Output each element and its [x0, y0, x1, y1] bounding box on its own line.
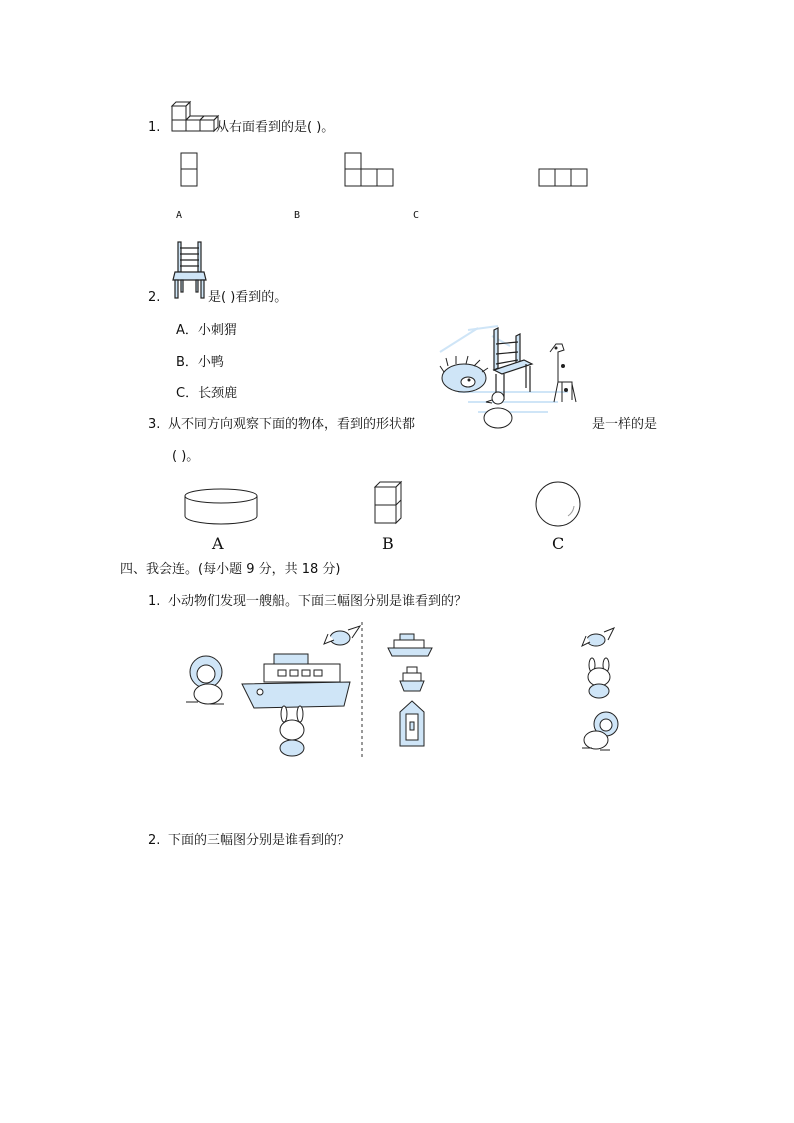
- bird-icon: [580, 626, 616, 652]
- q2-option-c: C．长颈鹿: [176, 386, 238, 401]
- cylinder-figure: [184, 488, 258, 528]
- q2-number: 2.: [148, 290, 161, 305]
- q1-number: 1.: [148, 120, 161, 135]
- q2-option-a: A．小刺猬: [176, 323, 237, 338]
- q2-question-text: 是( )看到的。: [208, 290, 288, 305]
- q1-option-b-label: B: [294, 210, 301, 221]
- q3-question-text-end: 是一样的是: [592, 417, 658, 432]
- q1-option-c-label: C: [413, 210, 420, 221]
- s4-q2-number: 2.: [148, 833, 161, 848]
- divider-line: [360, 622, 364, 757]
- q3-option-c-label: C: [552, 534, 565, 553]
- q1-question-text: 从右面看到的是( )。: [216, 120, 335, 135]
- s4-q2-text: 下面的三幅图分别是谁看到的？: [168, 833, 351, 848]
- q1-option-c-figure: [538, 168, 590, 188]
- s4-q1-text: 小动物们发现一艘船。下面三幅图分别是谁看到的？: [168, 594, 468, 609]
- cuboid-figure: [374, 481, 404, 525]
- lion-icon: [580, 710, 620, 752]
- q2-option-b: B．小鸭: [176, 355, 224, 370]
- ship-front-view: [398, 665, 428, 693]
- q3-number: 3.: [148, 417, 161, 432]
- q1-option-a-figure: [180, 152, 200, 188]
- chair-icon: [172, 240, 208, 300]
- cube-stack-figure: [168, 98, 216, 134]
- q3-answer-paren: ( )。: [172, 449, 200, 464]
- ship-side-view: [386, 630, 436, 660]
- q1-option-b-figure: [344, 152, 396, 188]
- q3-question-text: 从不同方向观察下面的物体，看到的形状都: [168, 417, 416, 432]
- s4-q1-number: 1.: [148, 594, 161, 609]
- section-4-heading: 四、我会连。(每小题 9 分，共 18 分): [120, 562, 341, 577]
- ship-top-view: [398, 700, 428, 750]
- rabbit-icon: [584, 657, 614, 699]
- animal-chair-scene: [438, 322, 588, 437]
- boat-scene: [178, 620, 368, 760]
- q3-option-b-label: B: [382, 534, 394, 553]
- sphere-figure: [534, 480, 582, 528]
- q1-option-a-label: A: [176, 210, 183, 221]
- q3-option-a-label: A: [212, 534, 224, 553]
